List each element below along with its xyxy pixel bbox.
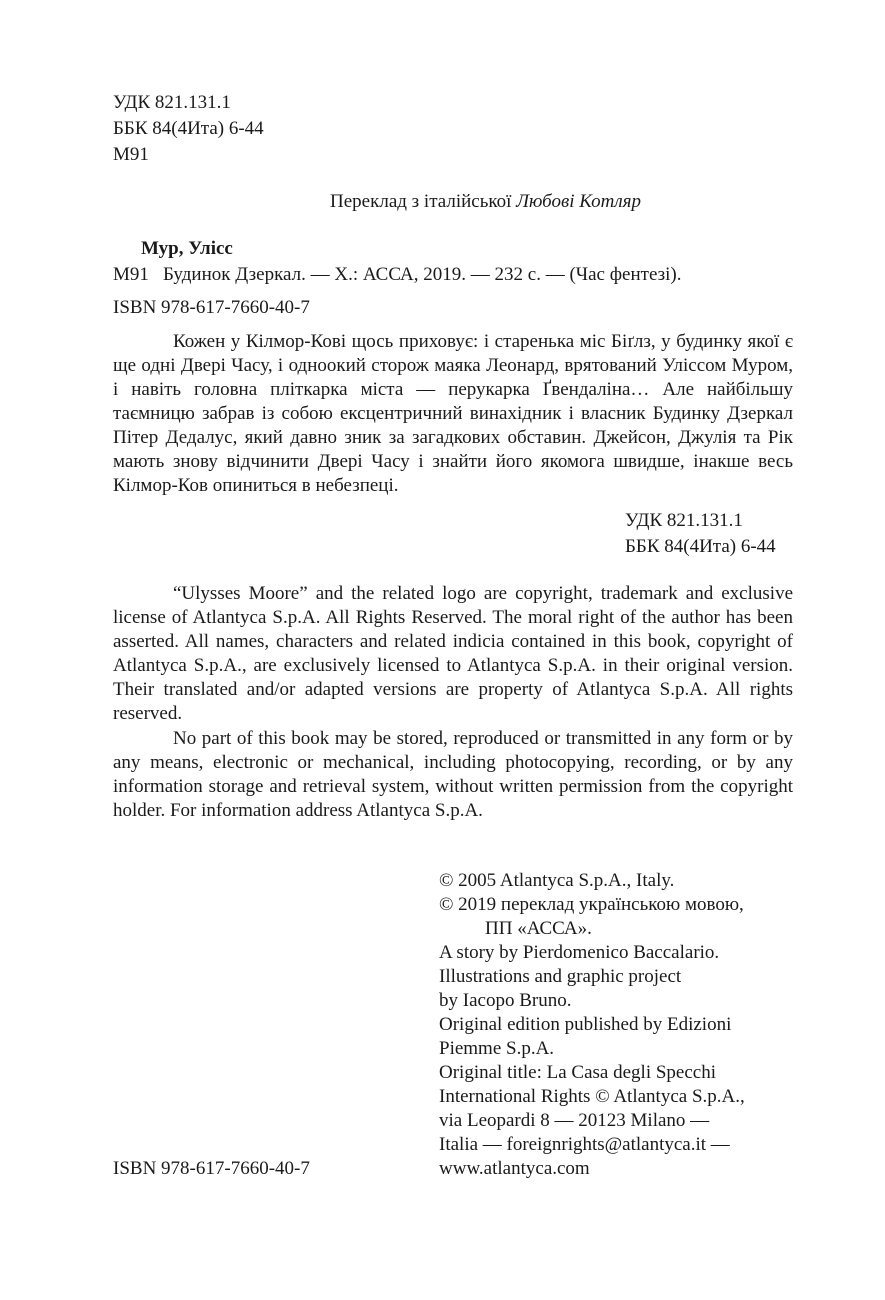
credit-line: Original edition published by Edizioni: [439, 1014, 732, 1035]
credit-line: Illustrations and graphic project: [439, 966, 682, 987]
copyright-notice: [113, 582, 793, 823]
credit-line: by Iacopo Bruno.: [439, 990, 572, 1011]
credit-line: Piemme S.p.A.: [439, 1038, 555, 1059]
translation-credit: [113, 190, 793, 214]
author-heading: Мур, Улісс: [141, 238, 233, 259]
credit-line: © 2019 переклад українською мовою,: [439, 894, 744, 915]
bbk-code: ББК 84(4Ита) 6-44: [113, 118, 264, 139]
author-mark: М91: [113, 144, 149, 165]
annotation-bbk: ББК 84(4Ита) 6-44: [625, 536, 776, 557]
credit-line: A story by Pierdomenico Baccalario.: [439, 942, 720, 963]
annotation-udk: УДК 821.131.1: [625, 510, 743, 531]
credit-line: International Rights © Atlantyca S.p.A.,: [439, 1086, 745, 1107]
credit-line: via Leopardi 8 — 20123 Milano —: [439, 1110, 710, 1131]
credit-line: Original title: La Casa degli Specchi: [439, 1062, 717, 1083]
credits-area: [113, 869, 793, 1189]
translation-prefix: Переклад з італійської: [330, 191, 517, 212]
credit-line: www.atlantyca.com: [439, 1158, 590, 1179]
udk-code: УДК 821.131.1: [113, 92, 231, 113]
annotation-paragraph: Кожен у Кілмор-Кові щось приховує: і старенька міс Біґлз, у будинку якої є ще одні Двері Часу, і одноокий сторож маяка Леонард, врятований Уліссом Муром, і навіть головна пліткарка міста — перукарка Ґвендаліна… Але найбільшу таємницю забрав із собою ексцентричний винахідник і власник Будинку Дзеркал Пітер Дедалус, який давно зник за загадкових обставин. Джейсон, Джулія та Рік мають знову відчинити Двері Часу і знайти його якомога швидше, інакше весь Кілмор-Ков опиниться в небезпеці.: [113, 331, 793, 496]
record-description: Будинок Дзеркал. — Х.: АССА, 2019. — 232 с. — (Час фентезі).: [163, 264, 682, 285]
imprint-page: [113, 90, 793, 1189]
footer-isbn: ISBN 978-617-7660-40-7: [113, 1158, 310, 1179]
bibliographic-record: [113, 236, 793, 320]
bibliographic-line: [113, 262, 793, 288]
annotation-classification: [625, 508, 793, 560]
credits-list: [439, 869, 799, 1181]
copyright-paragraph-1: “Ulysses Moore” and the related logo are copyright, trademark and exclusive license of Atlantyca S.p.A. All Rights Reserved. The moral right of the author has been asserted. All names, characters and related indicia contained in this book, copyright of Atlantyca S.p.A., are exclusively licensed to Atlantyca S.p.A. in their original version. Their translated and/or adapted versions are property of Atlantyca S.p.A. All rights reserved.: [113, 583, 793, 724]
copyright-paragraph-2: No part of this book may be stored, reproduced or transmitted in any form or by any means, electronic or mechanical, including photocopying, recording, or by any information storage and retrieval system, without written permission from the copyright holder. For information address Atlantyca S.p.A.: [113, 728, 793, 821]
credit-line: © 2005 Atlantyca S.p.A., Italy.: [439, 870, 675, 891]
record-author-mark: М91: [113, 264, 149, 285]
record-isbn: ISBN 978-617-7660-40-7: [113, 297, 310, 318]
credit-line: Italia — foreignrights@atlantyca.it —: [439, 1134, 730, 1155]
translator-name: Любові Котляр: [516, 191, 641, 212]
header-classification: [113, 90, 793, 168]
credit-line: ПП «АССА».: [485, 918, 592, 939]
